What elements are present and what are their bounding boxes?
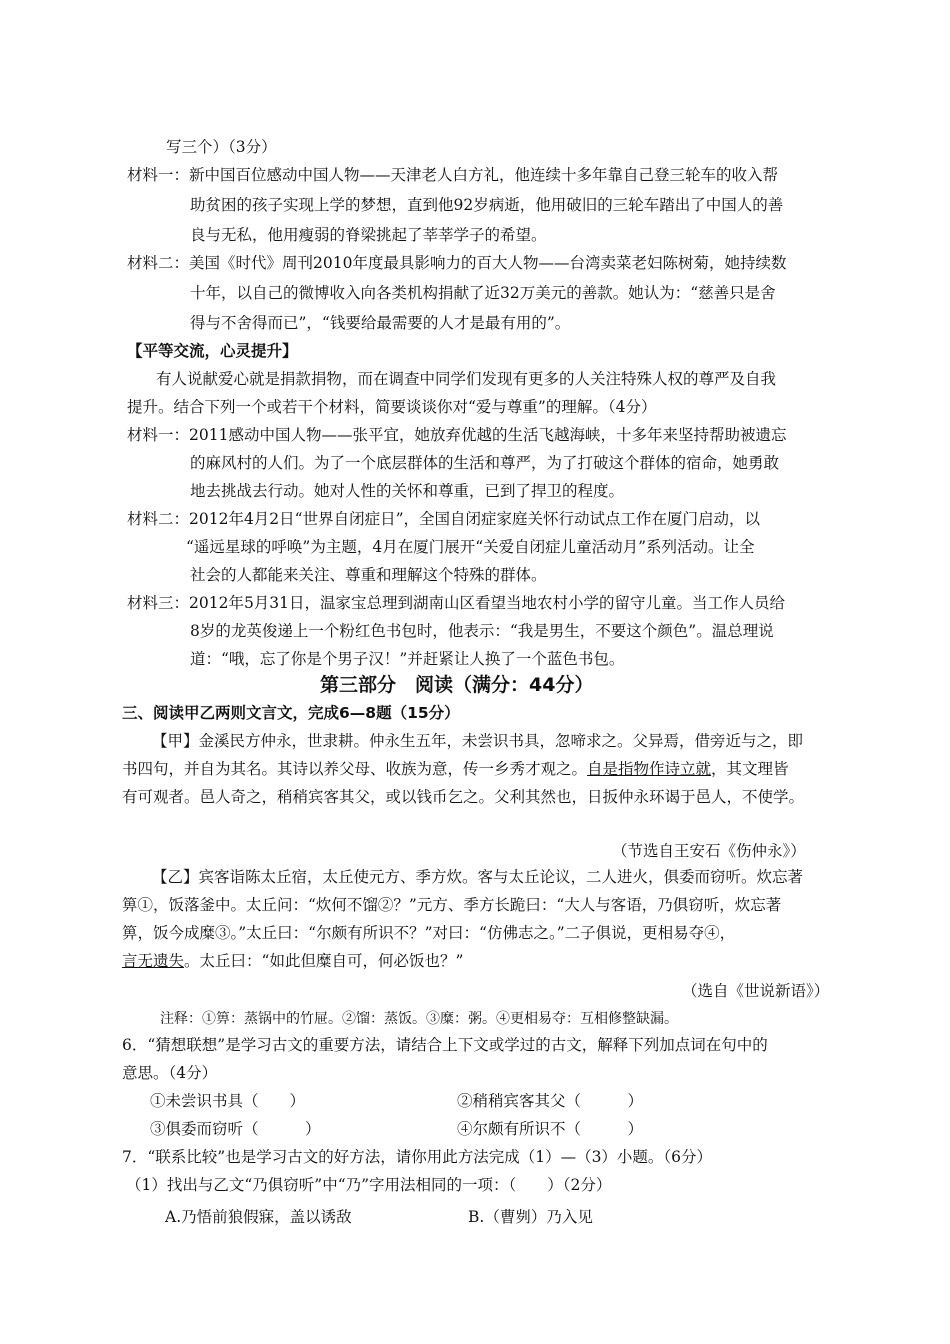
q5-tail: 写三个）（3分） <box>166 138 277 156</box>
yi-line3: 箅，饭今成糜③。”太丘曰：“尔颇有所识不？”对曰：“仿佛志之。”二子俱说，更相易夺④， <box>122 924 736 942</box>
intro-line2: 提升。结合下列一个或若干个材料，简要谈谈你对“爱与尊重”的理解。（4分） <box>127 398 657 416</box>
jia-line2-pre: 书四句，并自为其名。其诗以养父母、收族为意，传一乡秀才观之。 <box>122 760 588 778</box>
jia-line1: 【甲】金溪民方仲永，世隶耕。仲永生五年，未尝识书具，忽啼求之。父异焉，借旁近与之，即 <box>152 732 804 750</box>
q6-item-4: ④尔颇有所识不（ ） <box>457 1120 644 1138</box>
q6-line1: 6．“猜想联想”是学习古文的重要方法，请结合上下文或学过的古文，解释下列加点词在句中的 <box>122 1036 768 1054</box>
intro-line1: 有人说献爱心就是捐款捐物，而在调查中同学们发现有更多的人关注特殊人权的尊严及自我 <box>156 370 777 388</box>
g1-material-1-line3: 良与无私，他用瘦弱的脊梁挑起了莘莘学子的希望。 <box>190 226 547 244</box>
g2-material-3-line2: 8岁的龙英俊递上一个粉红色书包时，他表示：“我是男生，不要这个颜色”。温总理说 <box>190 622 774 640</box>
g2-material-1-line2: 的麻风村的人们。为了一个底层群体的生活和尊严，为了打破这个群体的宿命，她勇敢 <box>190 454 780 472</box>
section-header: 【平等交流，心灵提升】 <box>127 342 298 360</box>
g2-material-1-line3: 地去挑战去行动。她对人性的关怀和尊重，已到了捍卫的程度。 <box>190 482 625 500</box>
g1-material-1-line1: 材料一：新中国百位感动中国人物——天津老人白方礼，他连续十多年靠自己登三轮车的收入帮 <box>127 166 779 184</box>
g1-material-2-line3: 得与不舍得而已”，“钱要给最需要的人才是最有用的”。 <box>190 314 571 332</box>
q6-item-1: ①未尝识书具（ ） <box>150 1092 306 1110</box>
q7-sub1: （1）找出与乙文“乃俱窃听”中“乃”字用法相同的一项：（ ）（2分） <box>126 1176 612 1194</box>
q7-stem: 7．“联系比较”也是学习古文的好方法，请你用此方法完成（1）—（3）小题。（6分） <box>122 1148 713 1166</box>
g1-material-1-line2: 助贫困的孩子实现上学的梦想，直到他92岁病逝，他用破旧的三轮车踏出了中国人的善 <box>190 196 784 214</box>
g1-material-2-line1: 材料二：美国《时代》周刊2010年度最具影响力的百大人物——台湾卖菜老妇陈树菊，她持续数 <box>127 254 787 272</box>
section3-question: 三、阅读甲乙两则文言文，完成6—8题（15分） <box>122 704 460 722</box>
g2-material-1-line1: 材料一：2011感动中国人物——张平宜，她放弃优越的生活飞越海峡，十多年来坚持帮助被遗忘 <box>127 426 787 444</box>
g2-material-2-line3: 社会的人都能来关注、尊重和理解这个特殊的群体。 <box>190 566 547 584</box>
annotations: 注释：①箅：蒸锅中的竹屉。②馏：蒸饭。③糜：粥。④更相易夺：互相修整缺漏。 <box>160 1011 678 1027</box>
jia-source: （节选自王安石《伤仲永》） <box>612 842 806 860</box>
yi-underlined: 言无遗失 <box>122 952 185 970</box>
q6-line2: 意思。（4分） <box>122 1064 218 1082</box>
jia-line2-post: ，其文理皆 <box>711 760 789 778</box>
g2-material-3-line3: 道：“哦，忘了你是个男子汉！”并赶紧让人换了一个蓝色书包。 <box>190 650 625 668</box>
g2-material-3-line1: 材料三：2012年5月31日，温家宝总理到湖南山区看望当地农村小学的留守儿童。当工作人员给 <box>127 594 786 612</box>
yi-line4-post: 。太丘曰：“如此但糜自可，何必饭也？” <box>184 952 464 970</box>
g1-material-2-line2: 十年，以自己的微博收入向各类机构捐献了近32万美元的善款。她认为：“慈善只是舍 <box>190 284 776 302</box>
q7-option-a: A.乃悟前狼假寐，盖以诱敌 <box>165 1208 352 1226</box>
part3-title: 第三部分 阅读（满分：44分） <box>320 674 594 696</box>
jia-underlined: 自是指物作诗立就 <box>587 760 712 778</box>
jia-line2 <box>122 758 789 780</box>
q6-item-3: ③俱委而窃听（ ） <box>150 1120 321 1138</box>
yi-line2: 箅①，饭落釜中。太丘问：“炊何不馏②？”元方、季方长跪曰：“大人与客语，乃俱窃听，炊忘著 <box>122 896 782 914</box>
g2-material-2-line2: “遥远星球的呼唤”为主题，4月在厦门展开“关爱自闭症儿童活动月”系列活动。让全 <box>186 538 755 556</box>
yi-line1: 【乙】宾客诣陈太丘宿，太丘使元方、季方炊。客与太丘论议，二人进火，俱委而窃听。炊忘著 <box>152 868 804 886</box>
jia-line3: 有可观者。邑人奇之，稍稍宾客其父，或以钱币乞之。父利其然也，日扳仲永环谒于邑人，不使学。 <box>122 788 805 806</box>
q6-item-2: ②稍稍宾客其父（ ） <box>457 1092 644 1110</box>
yi-source: （选自《世说新语》） <box>682 982 830 1000</box>
q7-option-b: B.（曹刿）乃入见 <box>468 1208 593 1226</box>
g2-material-2-line1: 材料二：2012年4月2日“世界自闭症日”，全国自闭症家庭关怀行动试点工作在厦门启动，以 <box>127 510 761 528</box>
yi-line4 <box>122 950 463 972</box>
